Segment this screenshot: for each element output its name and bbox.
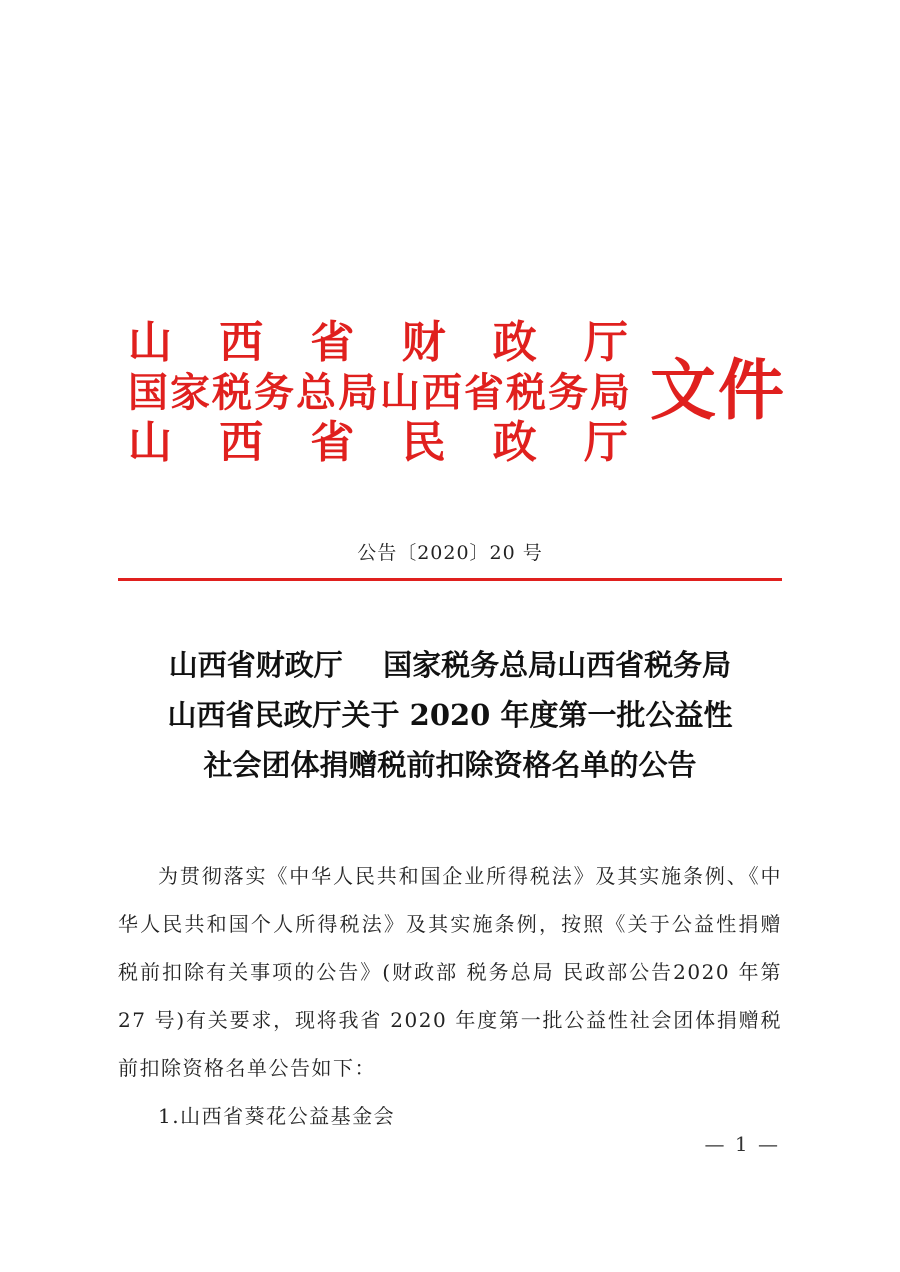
char: 税: [212, 369, 250, 416]
authority-finance-department: [128, 318, 628, 368]
char: 财: [401, 317, 446, 368]
char: 局: [338, 369, 376, 416]
char: 西: [219, 417, 264, 468]
char: 国: [128, 369, 166, 416]
title-line-2: 山西省民政厅关于 2020 年度第一批公益性: [167, 698, 733, 732]
char: 山: [128, 417, 172, 468]
authority-civil-affairs: [128, 418, 628, 468]
document-number: 公告〔2020〕20 号: [357, 542, 543, 564]
char: 西: [219, 317, 264, 368]
char: 务: [254, 369, 292, 416]
char: 总: [296, 369, 334, 416]
char: 西: [422, 369, 460, 416]
char: 省: [310, 417, 355, 468]
red-divider: [118, 578, 782, 581]
issuing-authorities: [128, 318, 648, 468]
char: 省: [464, 369, 502, 416]
char: 厅: [583, 317, 628, 368]
title-line-3: 社会团体捐赠税前扣除资格名单的公告: [203, 748, 697, 782]
char: 民: [401, 417, 446, 468]
char: 局: [590, 369, 628, 416]
char: 政: [492, 417, 537, 468]
char: 税: [506, 369, 544, 416]
char: 山: [380, 369, 418, 416]
announcement-body: [118, 852, 782, 1140]
announcement-title: [100, 640, 800, 790]
page-number: — 1 —: [704, 1132, 780, 1156]
char: 家: [170, 369, 208, 416]
authority-tax-bureau: [128, 368, 628, 418]
title-line-1: 山西省财政厅 国家税务总局山西省税务局: [168, 648, 732, 682]
char: 厅: [583, 417, 628, 468]
list-item: 1.山西省葵花公益基金会: [158, 1104, 396, 1128]
char: 省: [310, 317, 355, 368]
document-suffix: 文件: [650, 351, 786, 429]
body-paragraph: 为贯彻落实《中华人民共和国企业所得税法》及其实施条例、《中华人民共和国个人所得税法》及其实施条例，按照《关于公益性捐赠税前扣除有关事项的公告》(财政部 税务总局 民政部公告2020 年第 27 号)有关要求，现将我省 2020 年度第一批公益性社会团体捐赠税前扣除资格名单公告如下：: [118, 864, 782, 1080]
char: 务: [548, 369, 586, 416]
char: 政: [492, 317, 537, 368]
char: 山: [128, 317, 172, 368]
